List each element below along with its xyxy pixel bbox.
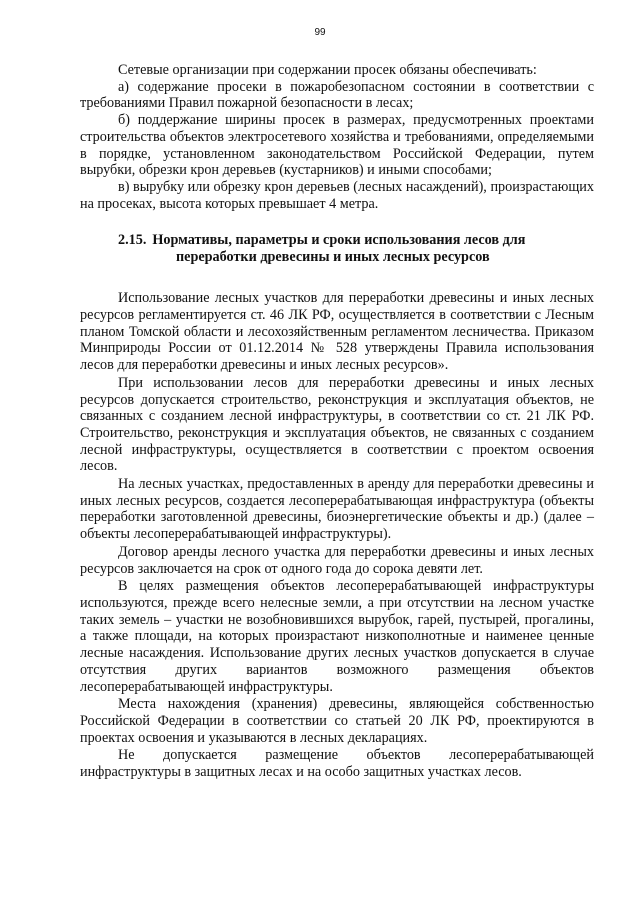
section-heading [80,232,594,266]
intro-item-c: в) вырубку или обрезку крон деревьев (лесных насаждений), произрастающих на просеках, высота которых превышает 4 метра. [80,178,594,212]
section-title-line1: Нормативы, параметры и сроки использования лесов для [152,232,526,249]
paragraph-2: При использовании лесов для переработки древесины и иных лесных ресурсов допускается строительство, реконструкция и эксплуатация объектов, не связанных с созданием лесной инфраструктуры, в соответствии со ст. 21 ЛК РФ. Строительство, реконструкция и эксплуатация объектов, не связанных с созданием лесной инфраструктуры, осуществляется в соответствии с проектом освоения лесов. [80,374,594,475]
paragraph-7: Не допускается размещение объектов лесоперерабатывающей инфраструктуры в защитных лесах и на особо защитных участках лесов. [80,747,594,781]
paragraph-4: Договор аренды лесного участка для переработки древесины и иных лесных ресурсов заключается на срок от одного года до сорока девяти лет. [80,543,594,577]
paragraph-6: Места нахождения (хранения) древесины, являющейся собственностью Российской Федерации в соответствии со статьей 20 ЛК РФ, проектируются в проектах освоения и указываются в лесных декларациях. [80,696,594,746]
intro-item-a: а) содержание просеки в пожаробезопасном состоянии в соответствии с требованиями Правил пожарной безопасности в лесах; [80,78,594,112]
intro-item-b: б) поддержание ширины просек в размерах, предусмотренных проектами строительства объектов электросетевого хозяйства и требованиями, определяемыми в порядке, установленном законодательством Российской Федерации, путем вырубки, обрезки крон деревьев (кустарников) и иными способами; [80,112,594,179]
section-number: 2.15. [118,232,147,249]
document-body [80,62,594,781]
paragraph-1: Использование лесных участков для переработки древесины и иных лесных ресурсов регламентируется ст. 46 ЛК РФ, осуществляется в соответствии с Лесным планом Томской области и лесохозяйственным регламентом лесничества. Приказом Минприроды России от 01.12.2014 № 528 утверждены Правила использования лесов для переработки древесины и иных лесных ресурсов». [80,290,594,374]
section-title-line2: переработки древесины и иных лесных ресурсов [176,249,490,266]
paragraph-5: В целях размещения объектов лесоперерабатывающей инфраструктуры используются, прежде всего нелесные земли, а при отсутствии на лесном участке таких земель – участки не возобновившихся вырубок, гарей, пустырей, прогалины, а также площади, на которых произрастают низкополнотные и наименее ценные лесные насаждения. Использование других лесных участков допускается в случае отсутствия других вариантов возможного размещения объектов лесоперерабатывающей инфраструктуры. [80,578,594,695]
paragraph-3: На лесных участках, предоставленных в аренду для переработки древесины и иных лесных ресурсов, создается лесоперерабатывающая инфраструктура (объекты переработки заготовленной древесины, биоэнергетические объекты и др.) (далее – объекты лесоперерабатывающей инфраструктуры). [80,476,594,543]
intro-lead: Сетевые организации при содержании просек обязаны обеспечивать: [118,62,537,78]
page-number: 99 [314,27,326,38]
